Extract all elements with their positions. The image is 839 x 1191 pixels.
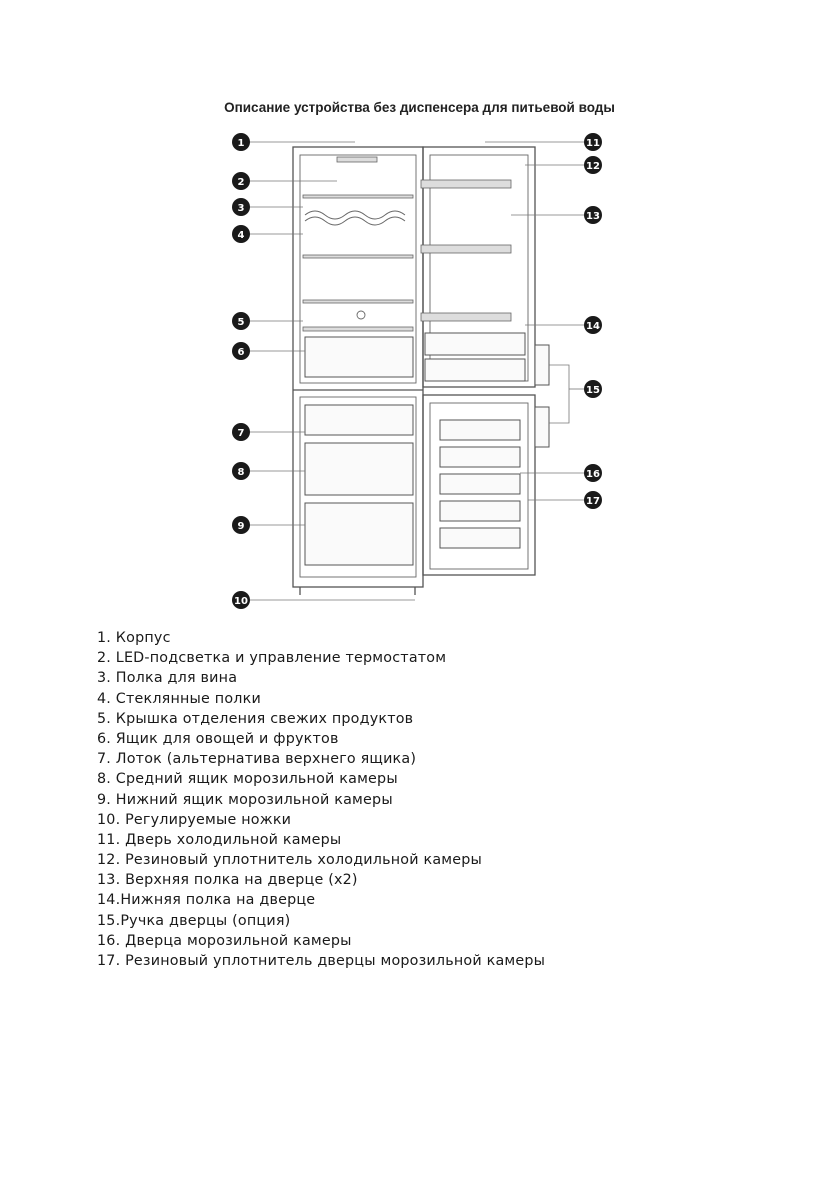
callout-3 [232,198,250,216]
parts-legend [97,628,737,971]
legend-item: 8. Средний ящик морозильной камеры [97,771,398,788]
svg-text:14: 14 [586,321,600,332]
legend-item: 15.Ручка дверцы (опция) [97,912,291,929]
svg-text:4: 4 [237,230,245,241]
callout-11 [584,133,602,151]
legend-item: 17. Резиновый уплотнитель дверцы морозильной камеры [97,953,546,969]
callout-9 [232,516,250,534]
svg-text:11: 11 [586,138,600,149]
callout-6 [232,342,250,360]
legend-item: 6. Ящик для овощей и фруктов [97,730,339,747]
svg-text:12: 12 [586,161,600,172]
page-title: Описание устройства без диспенсера для питьевой воды [224,100,615,115]
callout-8 [232,462,250,480]
callout-12 [584,156,602,174]
callout-10 [232,591,250,609]
refrigerator-diagram [225,125,625,615]
svg-text:9: 9 [237,521,245,532]
svg-text:17: 17 [586,496,600,507]
callout-13 [584,206,602,224]
callout-5 [232,312,250,330]
legend-item: 4. Стеклянные полки [97,690,261,707]
legend-item: 9. Нижний ящик морозильной камеры [97,791,393,808]
svg-text:2: 2 [237,177,245,188]
callout-15 [584,380,602,398]
svg-text:3: 3 [237,203,245,214]
callout-16 [584,464,602,482]
fridge-cabinet [293,147,423,595]
legend-item: 12. Резиновый уплотнитель холодильной камеры [97,852,483,869]
svg-text:16: 16 [586,469,600,480]
svg-text:10: 10 [234,596,248,607]
callout-2 [232,172,250,190]
legend-item: 10. Регулируемые ножки [97,811,292,828]
legend-item: 3. Полка для вина [97,670,238,687]
callout-7 [232,423,250,441]
legend-item: 13. Верхняя полка на дверце (x2) [97,872,358,889]
svg-text:7: 7 [237,428,245,439]
legend-item: 2. LED-подсветка и управление термостатом [97,650,447,667]
legend-item: 16. Дверца морозильной камеры [97,932,352,949]
callout-14 [584,316,602,334]
svg-text:5: 5 [237,317,245,328]
svg-text:13: 13 [586,211,600,222]
svg-text:15: 15 [586,385,600,396]
legend-item: 14.Нижняя полка на дверце [97,892,316,909]
fridge-doors [421,147,549,575]
svg-text:6: 6 [237,347,245,358]
legend-item: 7. Лоток (альтернатива верхнего ящика) [97,751,417,768]
legend-item: 11. Дверь холодильной камеры [97,831,342,848]
callout-17 [584,491,602,509]
svg-text:8: 8 [237,467,245,478]
legend-item: 5. Крышка отделения свежих продуктов [97,710,414,727]
legend-item: 1. Корпус [97,630,171,646]
callout-4 [232,225,250,243]
svg-text:1: 1 [237,138,245,149]
callout-1 [232,133,250,151]
